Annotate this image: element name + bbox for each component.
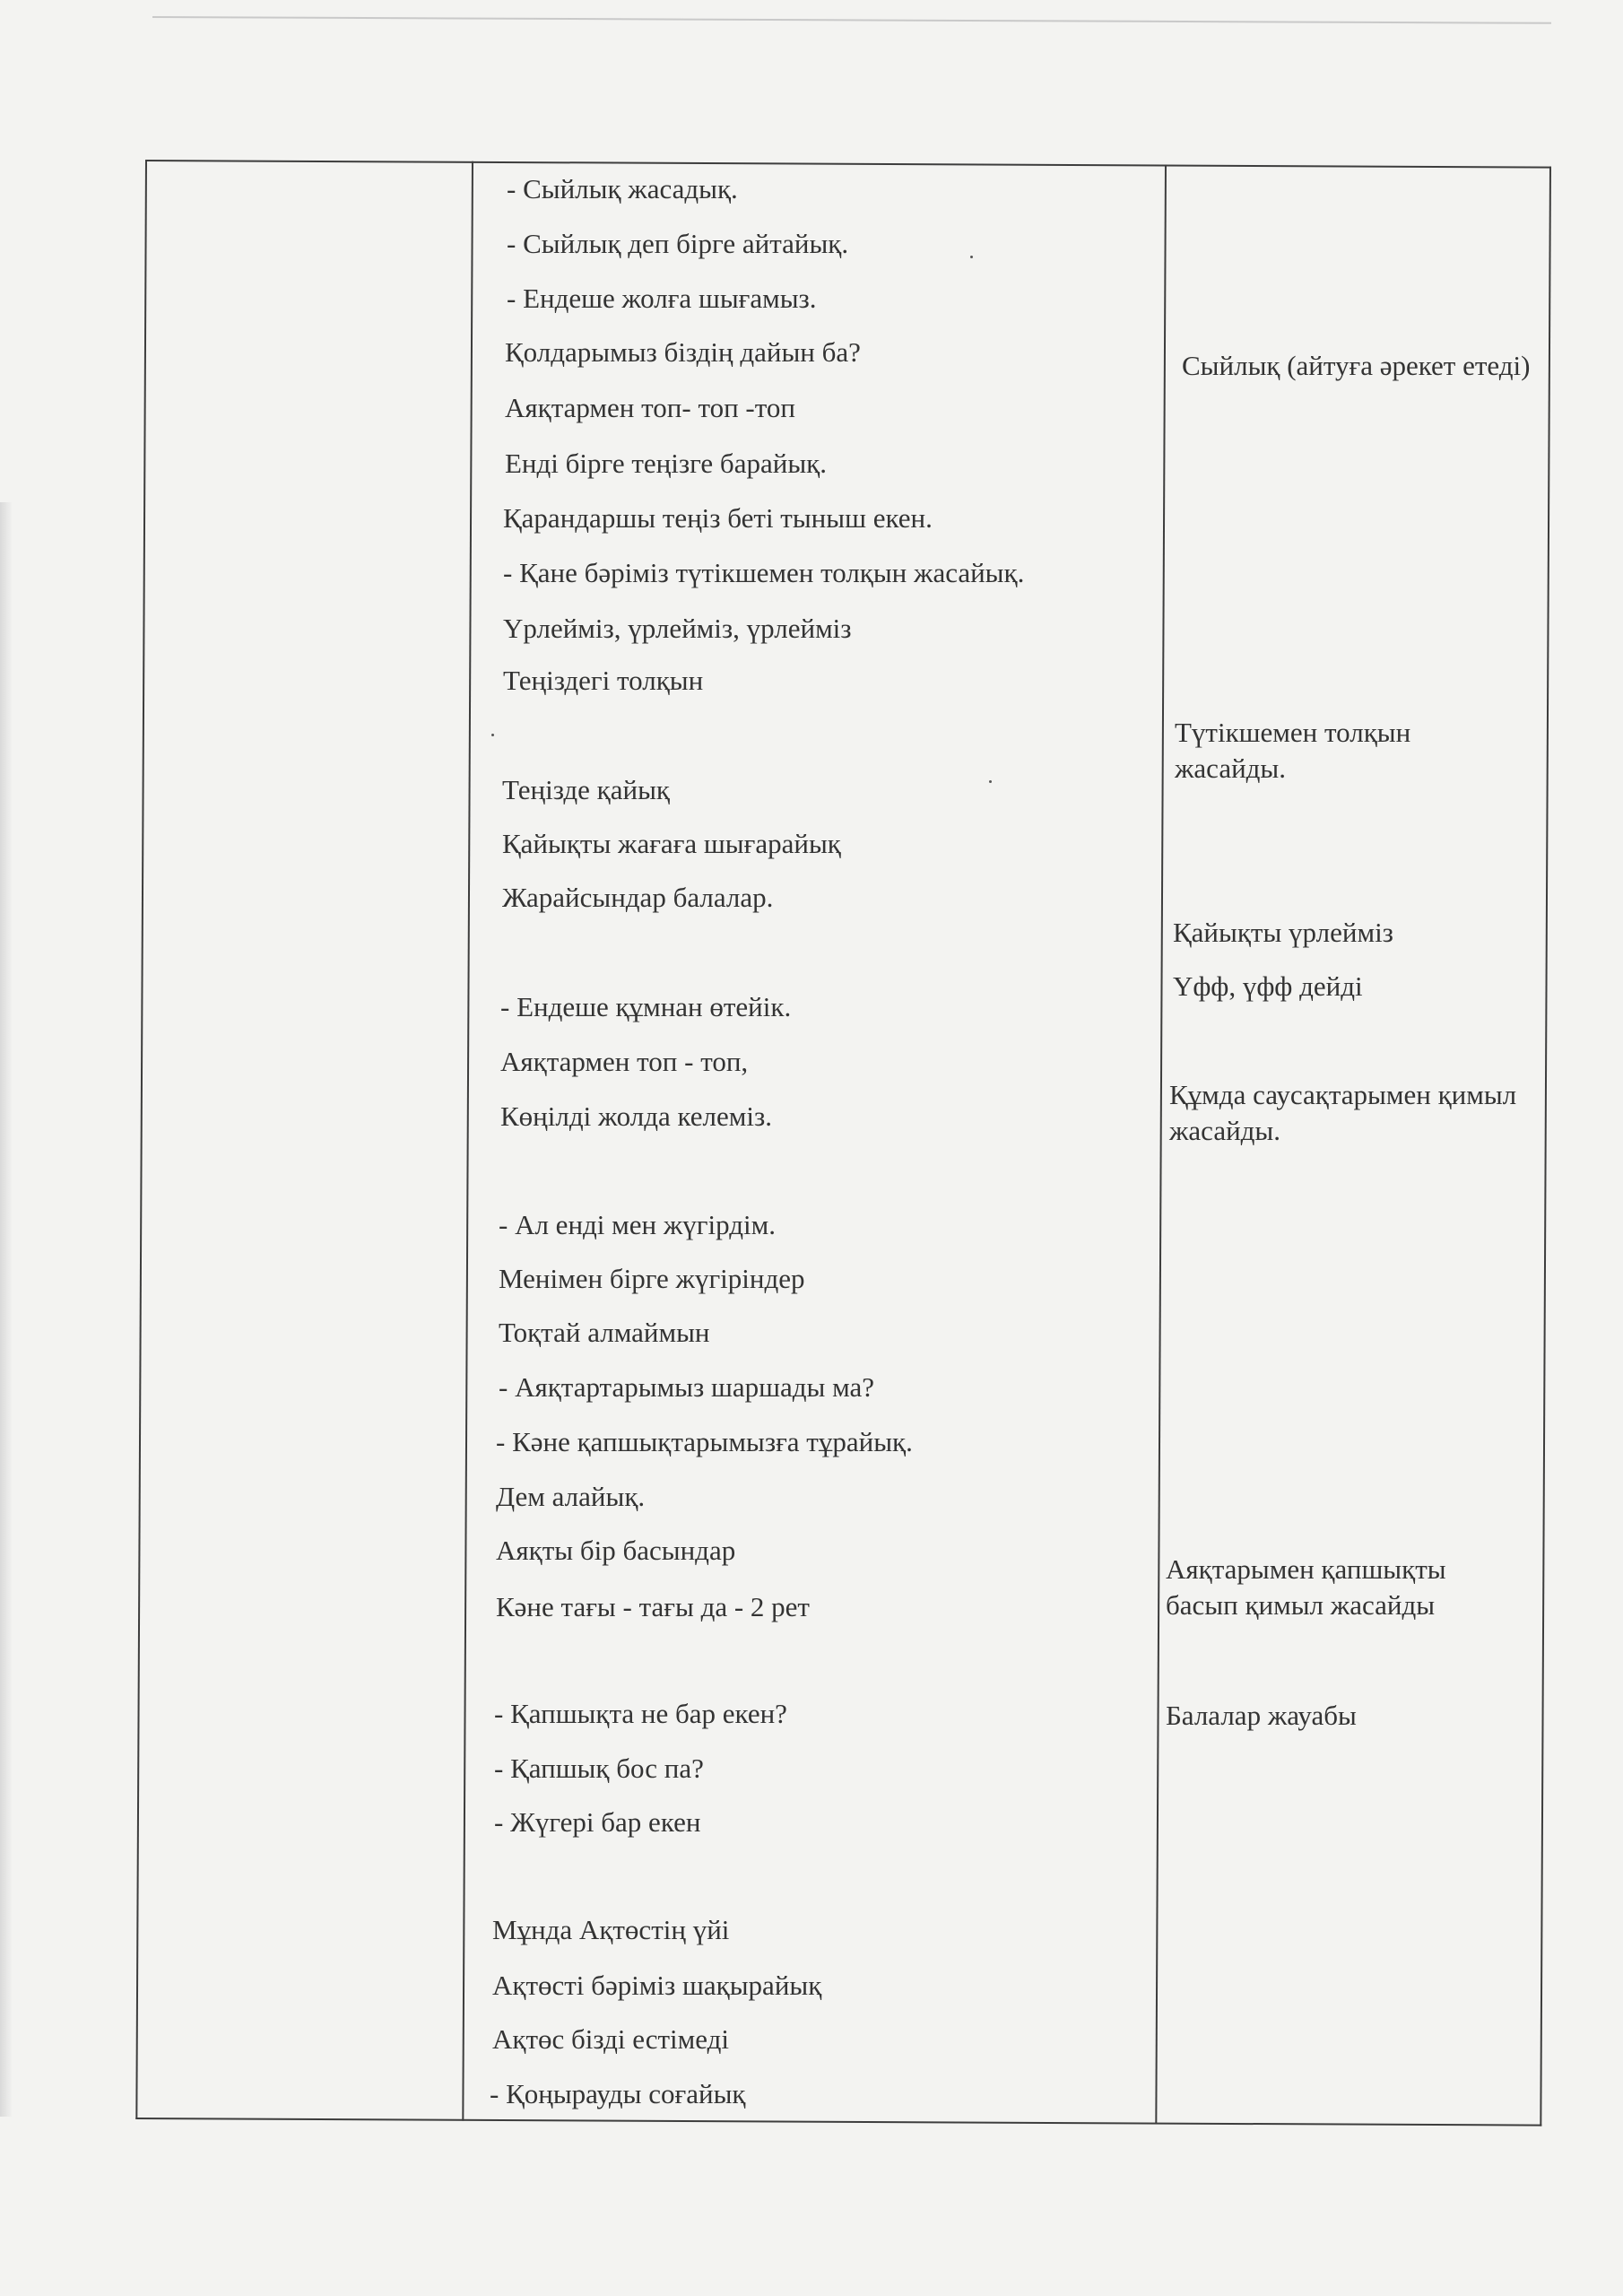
- scan-edge-line: [152, 16, 1551, 24]
- right-note: Аяқтарымен қапшықты басып қимыл жасайды: [1166, 1553, 1446, 1621]
- text-line: - Сыйлық жасадық.: [507, 173, 738, 204]
- table-border-top: [145, 160, 1551, 169]
- scan-speck: [491, 734, 494, 736]
- text-line: - Қапшық бос па?: [494, 1752, 704, 1784]
- text-line: Ақтөсті бәріміз шақырайық: [492, 1970, 822, 2001]
- text-line: Дем алайық.: [496, 1481, 646, 1512]
- text-line: - Ендеше жолға шығамыз.: [507, 283, 817, 314]
- table-border-left: [135, 160, 147, 2119]
- text-line: Ақтөс бізді естімеді: [492, 2023, 730, 2055]
- table-border-right: [1540, 167, 1551, 2126]
- text-line: - Жүгері бар екен: [494, 1806, 701, 1838]
- right-note: Үфф, үфф дейді: [1173, 970, 1363, 1002]
- text-line: Қайықты жағаға шығарайық: [502, 828, 841, 859]
- scan-speck: [989, 780, 992, 783]
- right-note: Сыйлық (айтуға әрекет етеді): [1182, 350, 1531, 381]
- column-divider-2: [1155, 165, 1167, 2125]
- scan-speck: [970, 256, 973, 258]
- text-line: - Кәне қапшықтарымызға тұрайық.: [496, 1426, 913, 1457]
- text-line: - Қане бәріміз түтікшемен толқын жасайық.: [503, 557, 1025, 588]
- column-divider-1: [462, 161, 473, 2121]
- text-line: Теңізде қайық: [502, 774, 670, 805]
- scan-left-shadow: [0, 502, 13, 2117]
- text-line: Аяқтармен топ - топ,: [500, 1046, 749, 1077]
- lesson-table: [135, 160, 1551, 2144]
- right-note: Түтікшемен толқын жасайды.: [1175, 717, 1411, 784]
- text-line: Енді бірге теңізге барайық.: [505, 448, 827, 479]
- text-line: Теңіздегі толқын: [503, 665, 704, 696]
- text-line: - Қапшықта не бар екен?: [494, 1698, 787, 1729]
- text-line: Жарайсындар балалар.: [502, 882, 774, 913]
- text-line: Мұнда Ақтөстің үйі: [492, 1914, 730, 1945]
- text-line: Қарандаршы теңіз беті тыныш екен.: [503, 502, 933, 534]
- text-line: - Аяқтартарымыз шаршады ма?: [499, 1371, 875, 1403]
- text-line: Қолдарымыз біздің дайын ба?: [505, 336, 861, 368]
- right-note: Қайықты үрлейміз: [1173, 917, 1393, 948]
- text-line: - Ендеше құмнан өтейік.: [500, 991, 792, 1022]
- right-note: Құмда саусақтарымен қимыл жасайды.: [1169, 1079, 1517, 1146]
- text-line: - Қоңырауды соғайық: [490, 2078, 746, 2109]
- text-line: Аяқтармен топ- топ -топ: [505, 392, 795, 423]
- text-line: Көңілді жолда келеміз.: [500, 1100, 772, 1132]
- text-line: Үрлейміз, үрлейміз, үрлейміз: [503, 613, 852, 644]
- text-line: Менімен бірге жүгіріндер: [499, 1263, 805, 1294]
- right-note: Балалар жауабы: [1166, 1700, 1357, 1731]
- text-line: Кәне тағы - тағы да - 2 рет: [496, 1591, 810, 1622]
- text-line: Тоқтай алмаймын: [499, 1317, 710, 1348]
- table-border-bottom: [135, 2118, 1541, 2126]
- text-line: Аяқты бір басындар: [496, 1535, 736, 1566]
- text-line: - Ал енді мен жүгірдім.: [499, 1209, 776, 1240]
- text-line: - Сыйлық деп бірге айтайық.: [507, 228, 849, 259]
